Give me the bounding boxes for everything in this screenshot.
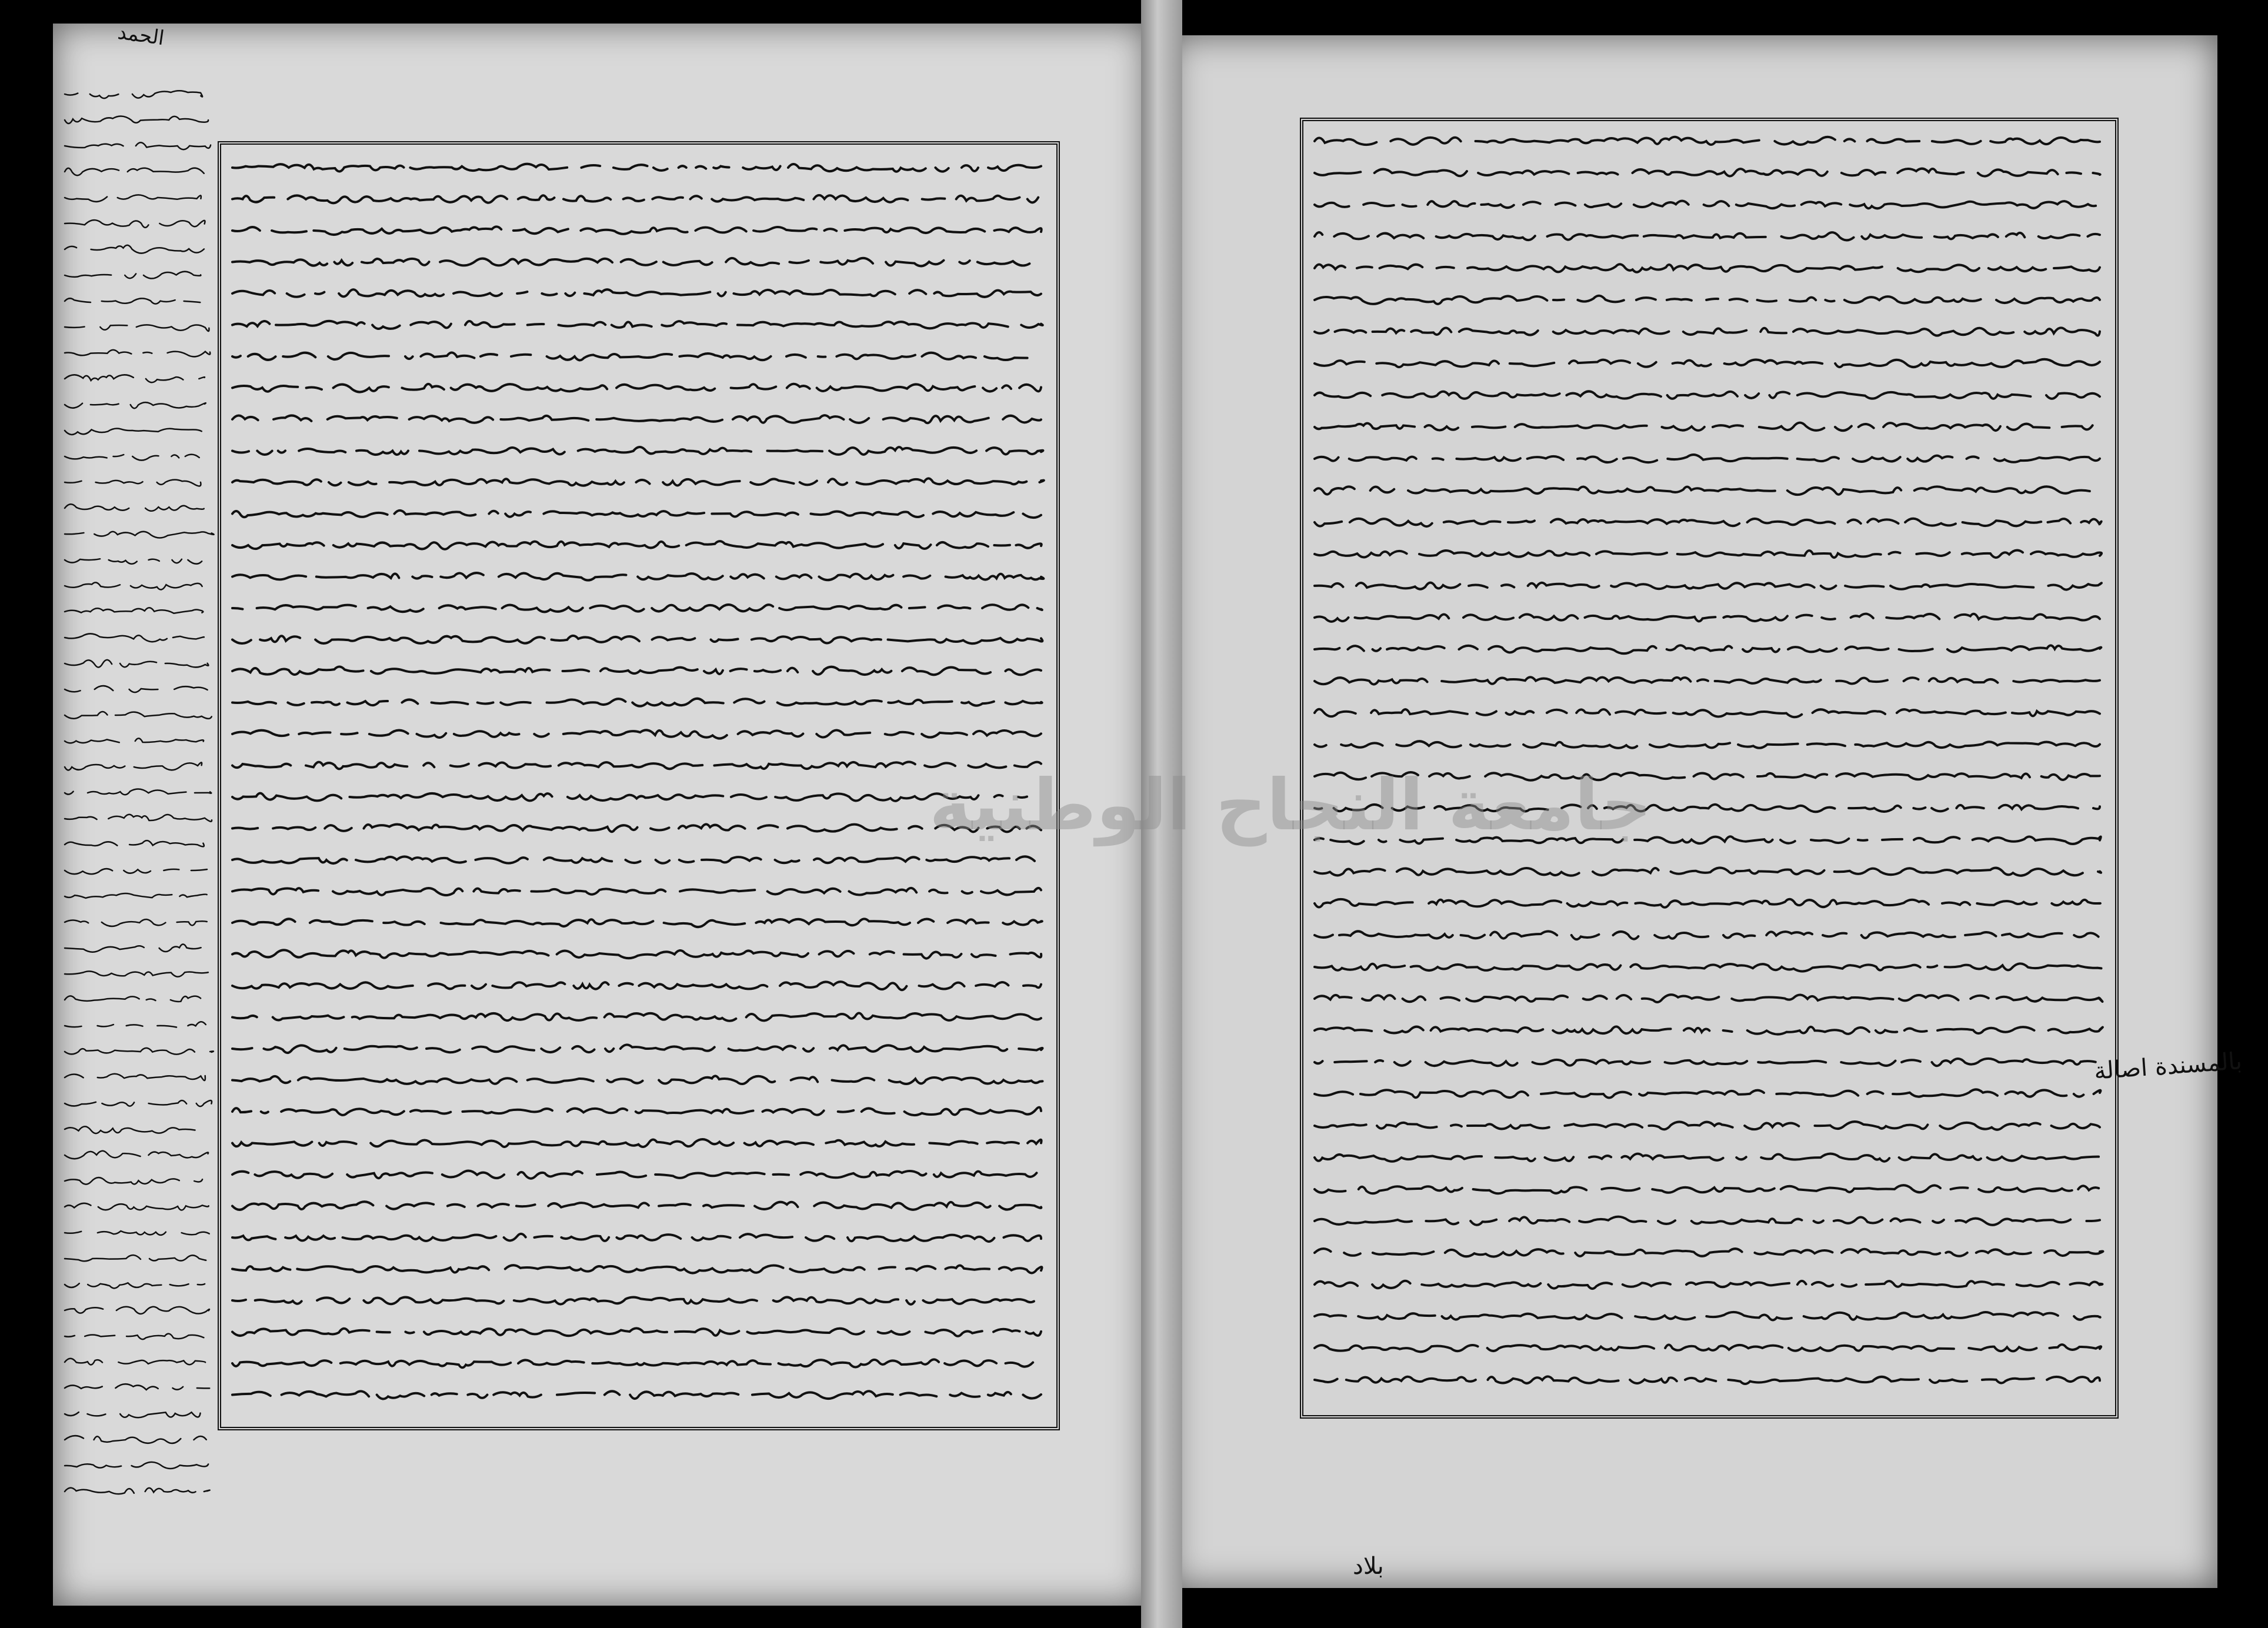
margin-annotation-line xyxy=(65,1462,208,1469)
margin-annotation-line xyxy=(65,712,212,719)
margin-annotation-line xyxy=(65,919,207,926)
margin-annotation-line xyxy=(65,91,202,98)
margin-annotation-line xyxy=(65,480,215,486)
margin-annotation-line xyxy=(65,1231,209,1235)
margin-annotation-line xyxy=(65,1100,212,1106)
margin-annotation-line xyxy=(65,738,204,743)
margin-annotation-line xyxy=(65,325,209,331)
margin-annotation-line xyxy=(65,504,204,511)
watermark: جامعة النجاح الوطنية xyxy=(929,765,1652,846)
margin-annotation-line xyxy=(65,1074,216,1080)
margin-annotation-line xyxy=(65,1283,205,1288)
margin-annotation-line xyxy=(65,971,208,976)
margin-annotation-line xyxy=(65,1048,214,1055)
margin-annotation-line xyxy=(65,1488,213,1494)
margin-annotation-line xyxy=(65,350,210,357)
margin-annotation-line xyxy=(65,298,212,303)
margin-annotation-line xyxy=(65,1022,215,1027)
margin-annotation-line xyxy=(65,1203,217,1210)
margin-annotation-line xyxy=(65,686,208,692)
margin-annotation-line xyxy=(65,840,218,846)
margin-annotation-line xyxy=(65,1334,215,1339)
margin-annotation-line xyxy=(65,168,204,176)
margin-annotation-line xyxy=(65,1359,205,1365)
margin-annotation-line xyxy=(65,944,201,952)
margin-note: بالمسندة اصالة xyxy=(2093,1047,2243,1085)
margin-annotation-line xyxy=(65,1307,209,1314)
margin-annotation-line xyxy=(65,429,202,435)
margin-annotation-line xyxy=(65,402,206,408)
margin-annotation-line xyxy=(65,789,211,795)
margin-annotation-line xyxy=(65,762,202,770)
margin-annotation-line xyxy=(65,893,207,898)
margin-annotation-line xyxy=(65,116,208,124)
catchword: بلاد xyxy=(1353,1553,1384,1580)
margin-annotation-line xyxy=(65,245,220,253)
margin-annotation-line xyxy=(65,455,211,461)
margin-annotation-line xyxy=(65,195,201,202)
margin-annotation-line xyxy=(65,142,211,149)
corner-note: الحمد xyxy=(116,20,166,51)
margin-annotation-line xyxy=(65,532,214,538)
margin-annotation-line xyxy=(65,375,212,382)
margin-annotation-line xyxy=(65,1255,206,1261)
margin-annotation-line xyxy=(65,559,202,564)
margin-annotation-line xyxy=(65,1436,213,1443)
margin-annotation-line xyxy=(65,1126,209,1133)
margin-annotation-line xyxy=(65,1151,208,1159)
margin-annotation-line xyxy=(65,815,212,822)
margin-annotation-line xyxy=(65,582,202,589)
margin-annotation-line xyxy=(65,608,203,613)
margin-annotation-line xyxy=(65,1384,209,1390)
margin-annotation-line xyxy=(65,220,211,228)
margin-annotation-line xyxy=(65,633,212,642)
margin-annotation-line xyxy=(65,660,208,668)
margin-annotation-line xyxy=(65,272,201,279)
margin-annotation-line xyxy=(65,1412,201,1417)
margin-annotation-line xyxy=(65,996,215,1002)
margin-annotation-line xyxy=(65,1177,202,1185)
margin-annotation-line xyxy=(65,869,215,874)
